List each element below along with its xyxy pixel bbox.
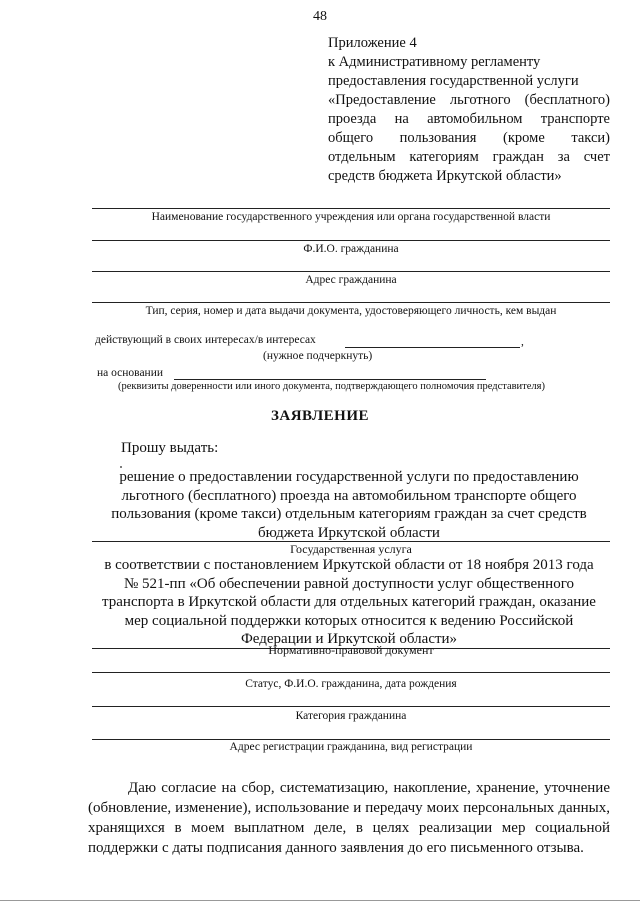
institution-line[interactable] — [92, 208, 610, 209]
regulation-caption: Нормативно-правовой документ — [268, 643, 434, 657]
power-of-attorney-caption: (реквизиты доверенности или иного документа, подтверждающего полномочия представителя) — [118, 381, 545, 392]
consent-line: Даю согласие на сбор, систематизацию, накопление, хранение, уточнение — [128, 780, 610, 796]
appendix-line: Приложение 4 — [328, 35, 417, 51]
identity-document-caption: Тип, серия, номер и дата выдачи документа, удостоверяющего личность, кем выдан — [145, 305, 557, 317]
full-name-caption: Ф.И.О. гражданина — [303, 243, 399, 255]
consent-paragraph — [88, 778, 610, 858]
underline-needed-caption: (нужное подчеркнуть) — [263, 350, 373, 362]
regulation-line: мер социальной поддержки которых относится к ведению Российской — [124, 612, 574, 629]
page-number: 48 — [313, 9, 327, 24]
service-text — [88, 468, 610, 542]
registration-line[interactable] — [92, 739, 610, 740]
appendix-line: к Административному регламенту — [328, 54, 541, 70]
consent-line: (обновление, изменение), использование и передачу моих персональных данных, — [88, 800, 610, 816]
appendix-line: общего пользования (кроме такси) — [328, 130, 610, 146]
address-caption: Адрес гражданина — [305, 274, 397, 286]
on-basis-line[interactable] — [174, 379, 486, 380]
acting-in-interests-line[interactable] — [345, 347, 520, 348]
service-line: льготного (бесплатного) проезда на автомобильном транспорте общего — [121, 487, 577, 504]
appendix-line: предоставления государственной услуги — [328, 73, 579, 89]
acting-comma: , — [521, 336, 524, 348]
regulation-line: № 521-пп «Об обеспечении равной доступности услуг общественного — [124, 575, 574, 592]
appendix-line: средств бюджета Иркутской области» — [328, 168, 562, 184]
acting-in-interests-label: действующий в своих интересах/в интересах — [95, 334, 316, 346]
consent-line: поддержки с даты подписания данного заявления до его письменного отзыва. — [88, 840, 584, 856]
on-basis-label: на основании — [97, 367, 164, 379]
registration-caption: Адрес регистрации гражданина, вид регистрации — [229, 741, 473, 753]
appendix-line: проезда на автомобильном транспорте — [328, 111, 610, 127]
appendix-line: «Предоставление льготного (бесплатного) — [328, 92, 610, 108]
service-line: бюджета Иркутской области — [258, 524, 440, 541]
appendix-line: отдельным категориям граждан за счет — [328, 149, 610, 165]
category-caption: Категория гражданина — [295, 710, 407, 722]
category-line[interactable] — [92, 706, 610, 707]
regulation-line: в соответствии с постановлением Иркутской области от 18 ноября 2013 года — [104, 557, 594, 573]
document-title: ЗАЯВЛЕНИЕ — [270, 408, 370, 424]
status-caption: Статус, Ф.И.О. гражданина, дата рождения — [245, 678, 457, 690]
identity-document-line[interactable] — [92, 302, 610, 303]
appendix-header — [328, 34, 610, 186]
regulation-text — [88, 556, 610, 649]
request-intro: Прошу выдать: — [121, 440, 219, 456]
institution-caption: Наименование государственного учреждения или органа государственной власти — [151, 211, 551, 223]
service-line: пользования (кроме такси) отдельным категориям граждан за счет средств — [111, 506, 587, 522]
service-line: решение о предоставлении государственной услуги по предоставлению — [119, 469, 579, 485]
full-name-line[interactable] — [92, 240, 610, 241]
page-bottom-edge — [0, 900, 640, 901]
regulation-line: Федерации и Иркутской области» — [240, 631, 458, 647]
service-caption: Государственная услуга — [290, 542, 412, 556]
status-line[interactable] — [92, 672, 610, 673]
address-line[interactable] — [92, 271, 610, 272]
regulation-line: транспорта в Иркутской области для отдельных категорий граждан, оказание — [102, 594, 596, 610]
consent-line: хранящихся в моем выплатном деле, в целях реализации мер социальной — [88, 820, 610, 836]
